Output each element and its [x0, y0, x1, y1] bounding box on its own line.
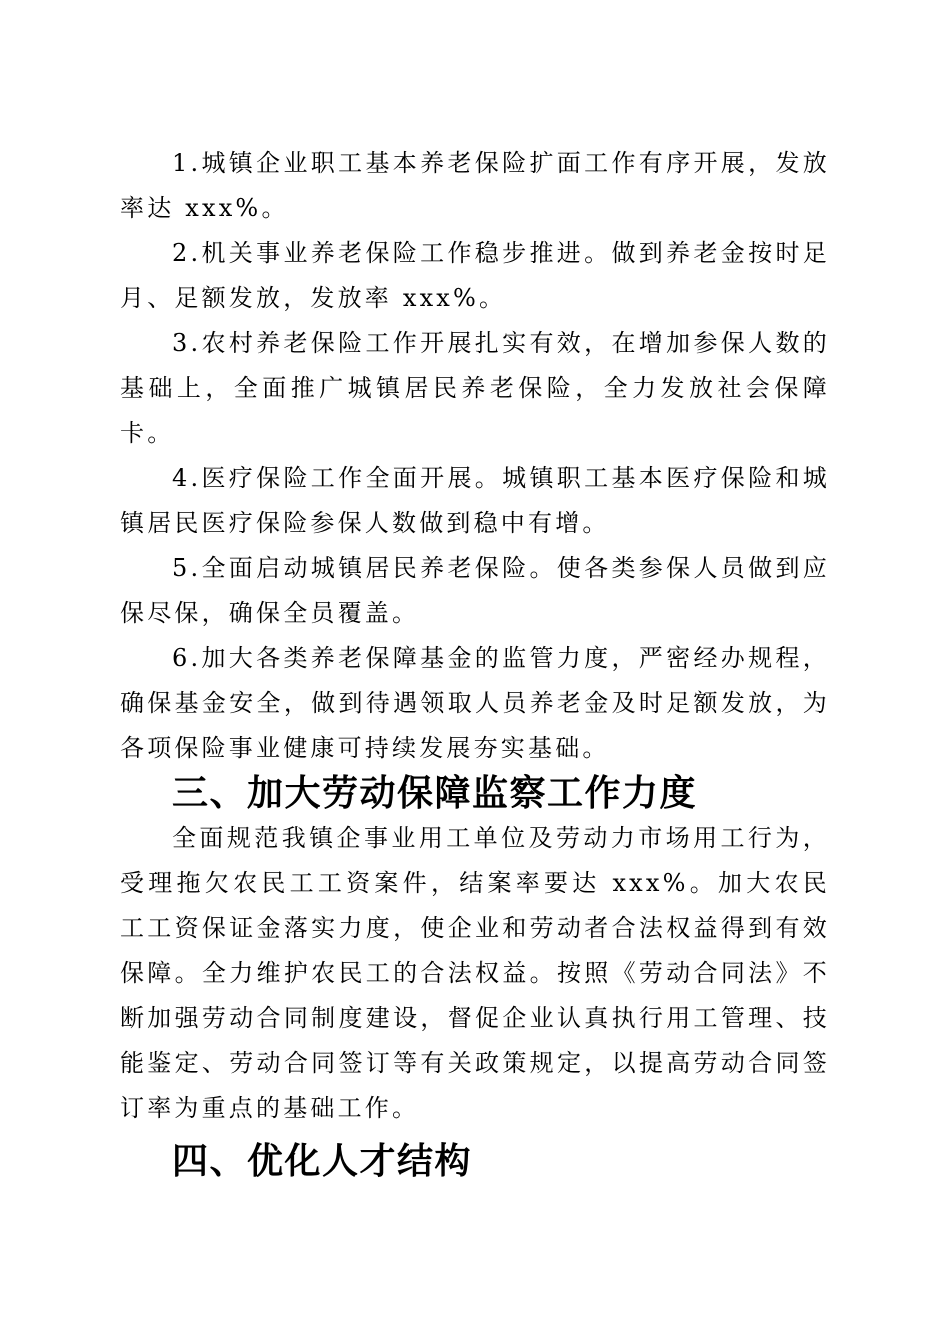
item-text: 全面启动城镇居民养老保险。使各类参保人员做到应保尽保，确保全员覆盖。	[120, 554, 830, 627]
list-item-4	[120, 456, 830, 546]
list-item-2	[120, 231, 830, 321]
section-3-heading: 三、加大劳动保障监察工作力度	[172, 773, 698, 814]
section-4-heading: 四、优化人才结构	[172, 1141, 473, 1182]
item-text: 农村养老保险工作开展扎实有效，在增加参保人数的基础上，全面推广城镇居民养老保险，全力发放社会保障卡。	[120, 329, 830, 447]
item-text: 医疗保险工作全面开展。城镇职工基本医疗保险和城镇居民医疗保险参保人数做到稳中有增。	[120, 464, 830, 537]
item-text: 机关事业养老保险工作稳步推进。做到养老金按时足月、足额发放，发放率 xxx%。	[120, 239, 830, 312]
section-3-body: 全面规范我镇企事业用工单位及劳动力市场用工行为，受理拖欠农民工工资案件，结案率要达 xxx%。加大农民工工资保证金落实力度，使企业和劳动者合法权益得到有效保障。全力维护农民工的合法权益。按照《劳动合同法》不断加强劳动合同制度建设，督促企业认真执行用工管理、技能鉴定、劳动合同签订等有关政策规定，以提高劳动合同签订率为重点的基础工作。	[120, 824, 830, 1122]
list-item-5	[120, 546, 830, 636]
item-number: 3.	[172, 329, 202, 357]
item-text: 加大各类养老保障基金的监管力度，严密经办规程，确保基金安全，做到待遇领取人员养老金及时足额发放，为各项保险事业健康可持续发展夯实基础。	[120, 644, 830, 762]
item-number: 4.	[172, 464, 202, 492]
item-number: 6.	[172, 644, 202, 672]
document-page	[120, 141, 830, 1184]
list-item-3	[120, 321, 830, 456]
item-number: 2.	[172, 239, 202, 267]
item-number: 5.	[172, 554, 202, 582]
item-text: 城镇企业职工基本养老保险扩面工作有序开展，发放率达 xxx%。	[120, 149, 830, 222]
list-item-1	[120, 141, 830, 231]
item-number: 1.	[172, 149, 202, 177]
list-item-6	[120, 636, 830, 771]
